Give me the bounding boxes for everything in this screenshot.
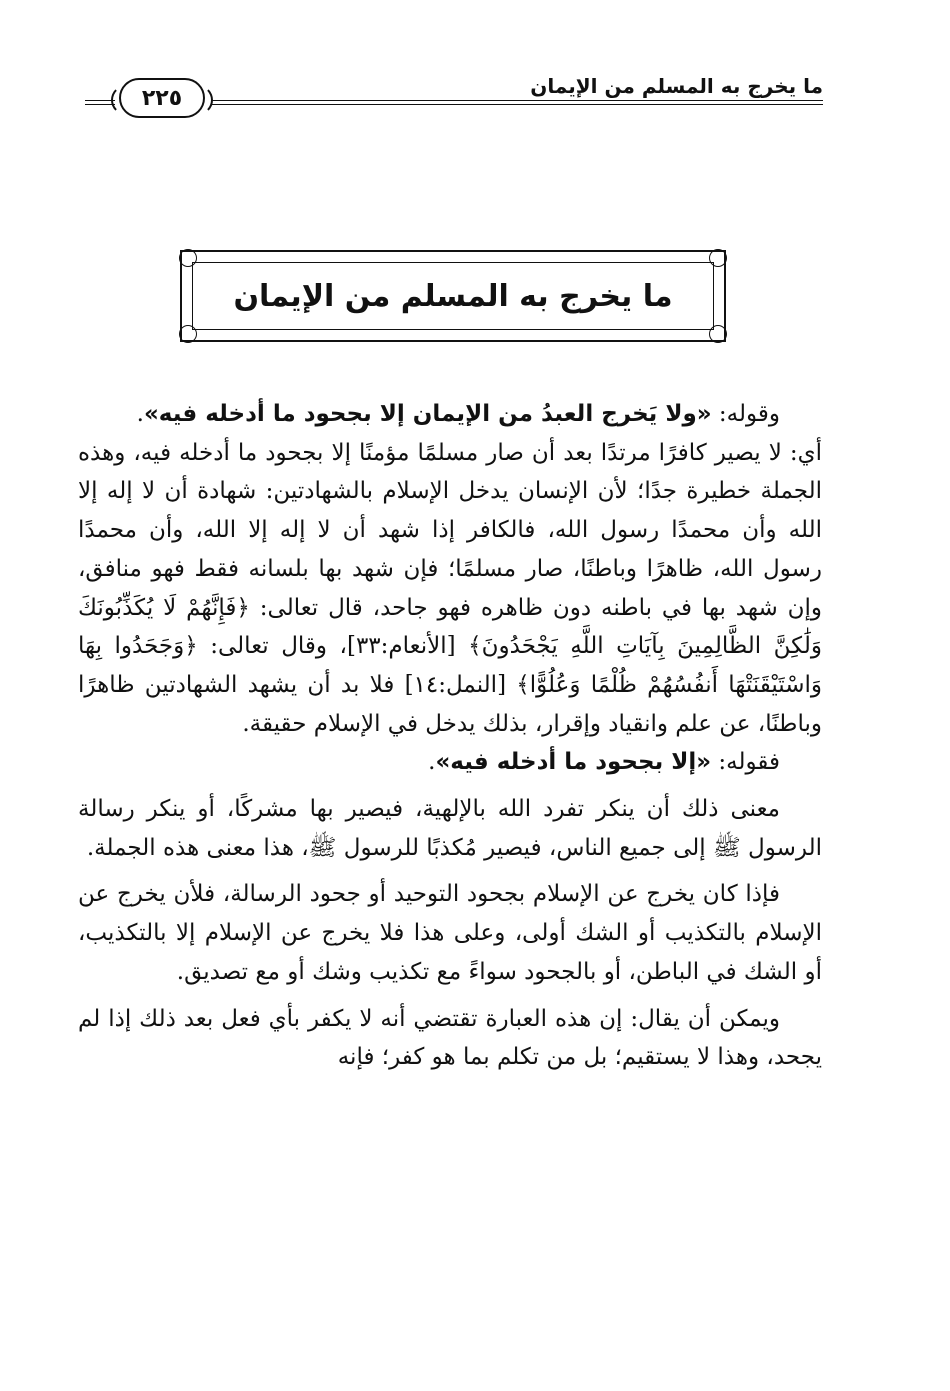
paragraph: فإذا كان يخرج عن الإسلام بجحود التوحيد أو جحود الرسالة، فلأن يخرج عن الإسلام بالتكذيب أو الشك أولى، وعلى هذا فلا يخرج عن الإسلام إلا بالتكذيب، أو الشك في الباطن، أو بالجحود سواءً مع تكذيب وشك أو مع تصديق. bbox=[78, 881, 822, 985]
quoted-text: «إلا بجحود ما أدخله فيه» bbox=[435, 749, 712, 776]
paragraph: ويمكن أن يقال: إن هذه العبارة تقتضي أنه لا يكفر بأي فعل بعد ذلك إذا لم يجحد، وهذا لا يستقيم؛ بل من تكلم بما هو كفر؛ فإنه bbox=[78, 1005, 822, 1071]
paragraph bbox=[78, 743, 822, 782]
section-title-frame bbox=[180, 250, 726, 342]
frame-corner-ornament bbox=[179, 325, 197, 343]
body-text bbox=[78, 395, 822, 1077]
header-rule bbox=[211, 100, 823, 105]
paragraph bbox=[78, 434, 822, 744]
running-title: ما يخرج به المسلم من الإيمان bbox=[530, 74, 823, 98]
paragraph-rest: . bbox=[136, 401, 144, 427]
paragraph-lead: وقوله: bbox=[711, 401, 780, 427]
paragraph-lead: فقوله: bbox=[711, 749, 780, 776]
quran-verse: ﴿فَإِنَّهُمْ لَا يُكَذِّبُونَكَ وَلَٰكِنَّ الظَّالِمِينَ بِآيَاتِ اللَّهِ يَجْحَدُونَ﴾ bbox=[78, 594, 822, 660]
quran-verse: ﴿وَجَحَدُوا بِهَا وَاسْتَيْقَنَتْهَا أَنفُسُهُمْ ظُلْمًا وَعُلُوًّا﴾ bbox=[78, 633, 823, 698]
paragraph-text: أي: لا يصير كافرًا مرتدًا بعد أن صار مسلمًا مؤمنًا إلا بجحود ما أدخله فيه، وهذه الجملة خطيرة جدًا؛ لأن الإنسان يدخل الإسلام بالشهادتين: شهادة أن لا إله إلا الله وأن محمدًا رسول الله، فالكافر إذا شهد أن لا إله إلا الله، وأن محمدًا رسول الله، ظاهرًا وباطنًا، صار مسلمًا؛ فإن شهد بها بلسانه فقط فهو منافق، وإن شهد بها في باطنه دون ظاهره فهو جاحد، قال تعالى: bbox=[78, 439, 822, 621]
page-number: ٢٢٥ bbox=[119, 78, 205, 118]
paragraph bbox=[78, 395, 822, 434]
page-header bbox=[85, 68, 823, 120]
verse-reference: [الأنعام:٣٣]، وقال تعالى: bbox=[197, 633, 469, 660]
section-title: ما يخرج به المسلم من الإيمان bbox=[233, 279, 673, 314]
paragraph: معنى ذلك أن ينكر تفرد الله بالإلهية، فيصير بها مشركًا، أو ينكر رسالة الرسول ﷺ إلى جميع الناس، فيصير مُكذبًا للرسول ﷺ، هذا معنى هذه الجملة. bbox=[78, 796, 822, 861]
quoted-text: «ولا يَخرج العبدُ من الإيمان إلا بجحود ما أدخله فيه» bbox=[143, 401, 712, 427]
paragraph-rest: . bbox=[428, 749, 436, 776]
frame-corner-ornament bbox=[179, 249, 197, 267]
frame-corner-ornament bbox=[709, 249, 727, 267]
verse-reference: [النمل:١٤] فلا بد أن يشهد الشهادتين ظاهرًا وباطنًا، عن علم وانقياد وإقرار، بذلك يدخل في الإسلام حقيقة. bbox=[78, 671, 822, 737]
frame-corner-ornament bbox=[709, 325, 727, 343]
